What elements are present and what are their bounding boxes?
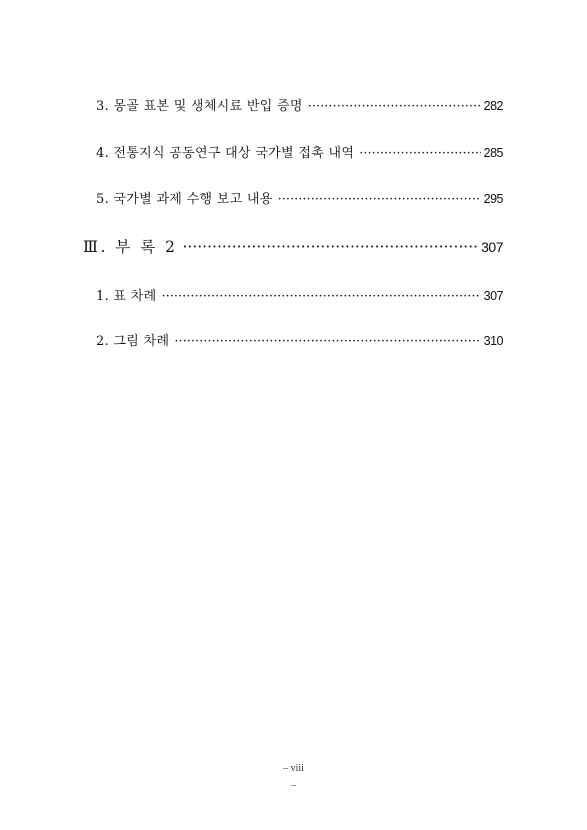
- page-number: – viii: [283, 763, 304, 774]
- dot-leader: [308, 99, 481, 114]
- toc-entry-label: 1. 표 차례: [96, 289, 157, 304]
- toc-section-label: Ⅲ. 부 록 2: [83, 238, 178, 256]
- toc-entry-mongolia-specimens: [96, 95, 503, 114]
- toc-entry-page: 295: [483, 192, 503, 206]
- toc-section-appendix-2: [83, 235, 503, 257]
- toc-entry-label: 5. 국가별 과제 수행 보고 내용: [96, 192, 273, 207]
- toc-entry-list-of-figures: [96, 330, 503, 349]
- dot-leader: [161, 289, 480, 304]
- toc-entry-country-reports: [96, 188, 503, 207]
- toc-entry-page: 285: [483, 146, 503, 160]
- dot-leader: [182, 238, 478, 256]
- toc-entry-page: 310: [483, 334, 503, 348]
- page-number-dash: –: [291, 780, 296, 791]
- toc-entry-page: 307: [483, 289, 503, 303]
- dot-leader: [174, 334, 480, 349]
- toc-entry-label: 4. 전통지식 공동연구 대상 국가별 접촉 내역: [96, 146, 355, 161]
- toc-entry-contact-history: [96, 142, 503, 161]
- toc-entry-label: 3. 몽골 표본 및 생체시료 반입 증명: [96, 99, 303, 114]
- toc-entry-list-of-tables: [96, 285, 503, 304]
- dot-leader: [278, 192, 481, 207]
- toc-entry-label: 2. 그림 차례: [96, 334, 170, 349]
- toc-entry-page: 282: [483, 99, 503, 113]
- toc-section-page: 307: [481, 239, 503, 255]
- dot-leader: [359, 146, 480, 161]
